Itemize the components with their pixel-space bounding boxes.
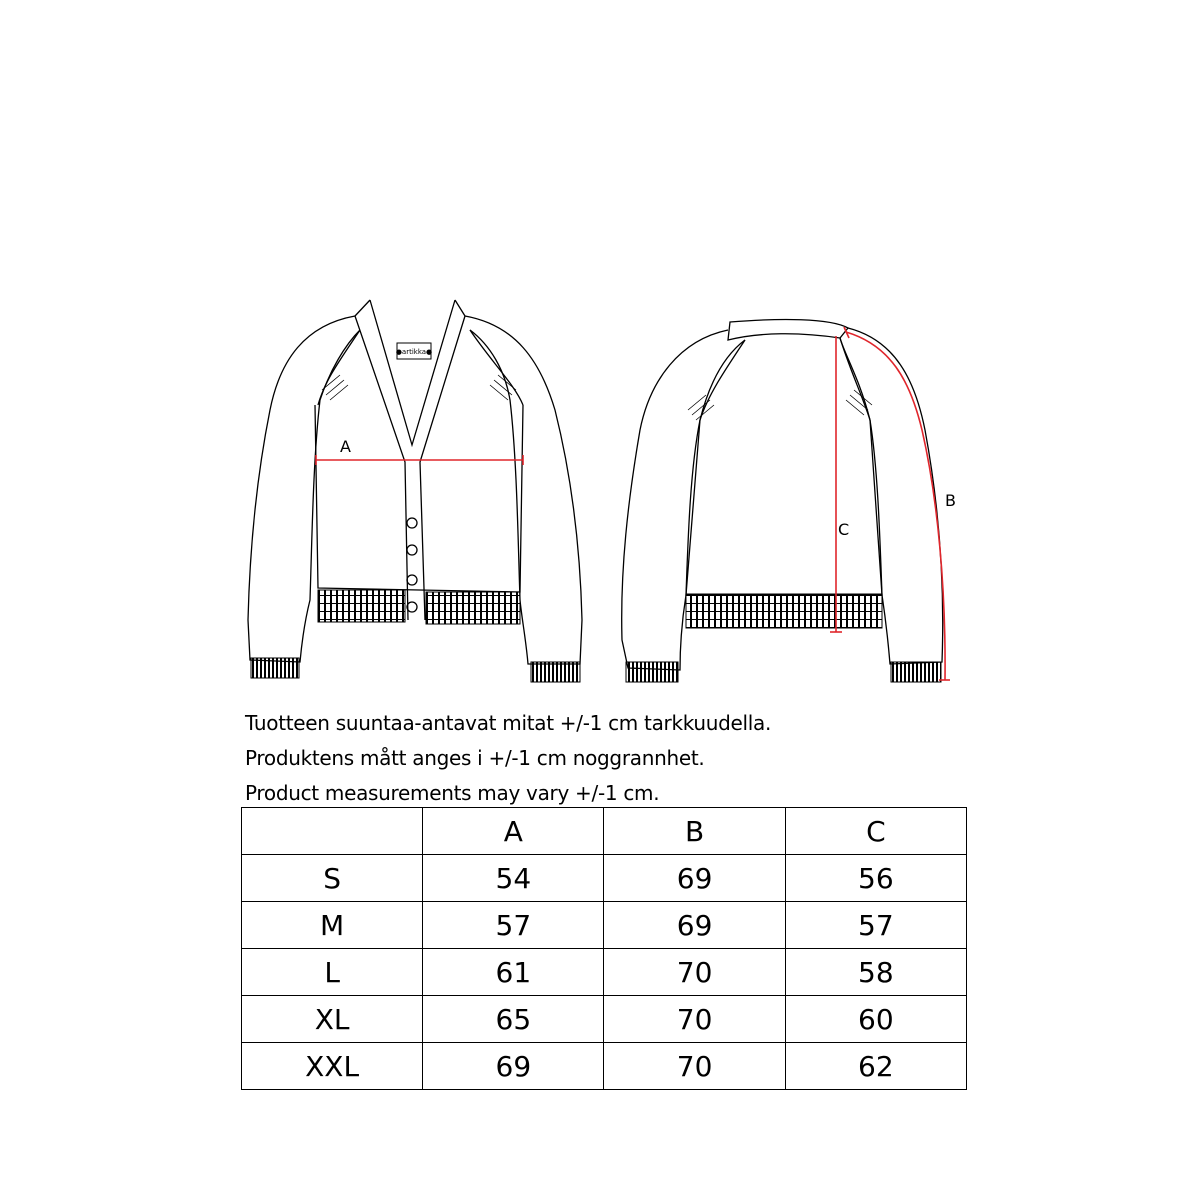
- value-cell: 57: [423, 902, 604, 949]
- size-cell: XL: [242, 996, 423, 1043]
- value-cell: 70: [604, 949, 785, 996]
- value-cell: 65: [423, 996, 604, 1043]
- value-cell: 58: [785, 949, 966, 996]
- brand-logo: ●artikka●: [395, 348, 433, 356]
- header-cell: [242, 808, 423, 855]
- note-finnish: Tuotteen suuntaa-antavat mitat +/-1 cm tarkkuudella.: [245, 711, 772, 735]
- table-row: [242, 855, 967, 902]
- value-cell: 54: [423, 855, 604, 902]
- front-hem-rib-right: [426, 592, 520, 624]
- value-cell: 70: [604, 996, 785, 1043]
- table-row: [242, 902, 967, 949]
- value-cell: 60: [785, 996, 966, 1043]
- value-cell: 69: [604, 855, 785, 902]
- value-cell: 69: [604, 902, 785, 949]
- size-cell: XXL: [242, 1043, 423, 1090]
- back-body: [686, 420, 882, 595]
- table-header-row: [242, 808, 967, 855]
- front-tack-left: [322, 375, 348, 400]
- front-right-cuff: [531, 662, 580, 682]
- back-left-cuff: [626, 662, 678, 682]
- size-cell: L: [242, 949, 423, 996]
- button: [407, 575, 417, 585]
- front-raglan-right: [470, 330, 523, 405]
- front-tack-right: [490, 375, 516, 400]
- back-right-cuff: [891, 662, 941, 682]
- measurement-notes: [245, 706, 965, 811]
- back-raglan-left: [700, 340, 745, 420]
- front-body: [315, 405, 523, 592]
- table-row: [242, 949, 967, 996]
- front-left-cuff: [251, 658, 299, 678]
- value-cell: 70: [604, 1043, 785, 1090]
- header-cell: C: [785, 808, 966, 855]
- header-cell: A: [423, 808, 604, 855]
- label-b: B: [945, 491, 956, 510]
- front-hem-rib-left: [318, 590, 405, 622]
- size-cell: S: [242, 855, 423, 902]
- note-swedish: Produktens mått anges i +/-1 cm noggrannhet.: [245, 746, 705, 770]
- table-row: [242, 996, 967, 1043]
- size-cell: M: [242, 902, 423, 949]
- table-row: [242, 1043, 967, 1090]
- value-cell: 56: [785, 855, 966, 902]
- label-a: A: [340, 437, 351, 456]
- header-cell: B: [604, 808, 785, 855]
- button: [407, 545, 417, 555]
- back-hem-rib: [686, 594, 882, 628]
- note-english: Product measurements may vary +/-1 cm.: [245, 781, 660, 805]
- front-raglan-left: [318, 330, 360, 405]
- button: [407, 518, 417, 528]
- value-cell: 69: [423, 1043, 604, 1090]
- value-cell: 62: [785, 1043, 966, 1090]
- size-table: [241, 807, 967, 1090]
- value-cell: 57: [785, 902, 966, 949]
- button: [407, 602, 417, 612]
- measure-c: [830, 336, 842, 632]
- value-cell: 61: [423, 949, 604, 996]
- back-collar: [728, 320, 848, 340]
- back-tack-left: [688, 395, 714, 420]
- label-c: C: [838, 520, 850, 539]
